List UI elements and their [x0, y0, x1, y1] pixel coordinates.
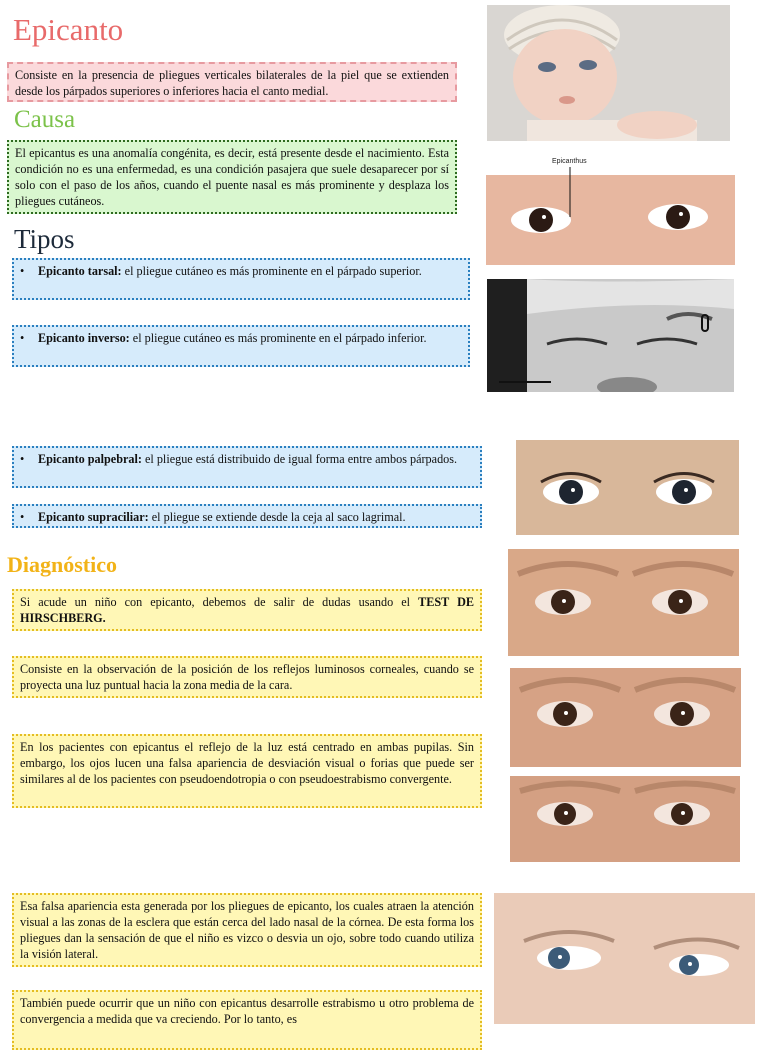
diagnostico-box-2 — [12, 656, 482, 698]
tipo-text: el pliegue cutáneo es más prominente en el párpado superior. — [121, 264, 422, 278]
tipo-item-supraciliar — [12, 504, 482, 528]
diagnostico-box-1 — [12, 589, 482, 631]
bullet-icon: • — [20, 331, 25, 345]
epicanthus-label: Epicanthus — [552, 158, 587, 165]
diagnostico-text-2: Consiste en la observación de la posición de los reflejos luminosos corneales, cuando se proyecta una luz puntual hacia la zona media de la cara. — [20, 662, 474, 692]
test-name: TEST DE HIRSCHBERG. — [20, 595, 475, 625]
tipo-text: el pliegue cutáneo es más prominente en el párpado inferior. — [129, 331, 427, 345]
bullet-icon: • — [20, 452, 25, 466]
diagnostico-box-5 — [12, 990, 482, 1050]
diagnostico-text-1: Si acude un niño con epicanto, debemos de salir de dudas usando el — [20, 595, 419, 609]
tipo-item-inverso — [12, 325, 470, 367]
tipo-term: Epicanto supraciliar: — [38, 510, 149, 524]
inverso-photo — [487, 279, 734, 392]
diagnostico-heading: Diagnóstico — [7, 552, 117, 577]
epicanthus-diagram — [486, 155, 735, 265]
tipo-term: Epicanto tarsal: — [38, 264, 122, 278]
definition-box — [7, 62, 457, 102]
page-title: Epicanto — [13, 12, 124, 47]
hirschberg-photo-1 — [508, 549, 739, 656]
bullet-icon: • — [20, 264, 25, 278]
diagnostico-text-3: En los pacientes con epicantus el reflejo de la luz está centrado en ambas pupilas. Sin embargo, los ojos lucen una falsa apariencia de desviación visual o forias que puede ser similares al de los pacientes con pseudoendotropia o con pseudoestrabismo convergente. — [20, 740, 474, 786]
baby-photo — [487, 5, 730, 141]
tipos-heading: Tipos — [14, 224, 75, 254]
hirschberg-photo-2 — [510, 668, 741, 767]
tipo-item-palpebral — [12, 446, 482, 488]
tipo-text: el pliegue está distribuido de igual forma entre ambos párpados. — [141, 452, 458, 466]
causa-heading: Causa — [14, 106, 76, 133]
diagnostico-text-5: También puede ocurrir que un niño con epicantus desarrolle estrabismo u otro problema de convergencia a medida que va creciendo. Por lo tanto, es — [20, 996, 474, 1026]
tipo-term: Epicanto palpebral: — [38, 452, 142, 466]
causa-box — [7, 140, 457, 214]
tipo-item-tarsal — [12, 258, 470, 300]
lateral-gaze-photo — [494, 893, 755, 1024]
diagnostico-box-3 — [12, 734, 482, 808]
tipo-term: Epicanto inverso: — [38, 331, 130, 345]
tipo-text: el pliegue se extiende desde la ceja al saco lagrimal. — [148, 510, 406, 524]
hirschberg-photo-3 — [510, 776, 740, 862]
diagnostico-box-4 — [12, 893, 482, 967]
definition-text: Consiste en la presencia de pliegues verticales bilaterales de la piel que se extienden desde los párpados superiores o inferiores hacia el canto medial. — [15, 68, 449, 98]
palpebral-photo — [516, 440, 739, 535]
causa-text: El epicantus es una anomalía congénita, es decir, está presente desde el nacimiento. Esta condición no es una enfermedad, es una condición pasajera que suele desaparecer por sí solo con el paso de los años, cuando el puente nasal es más prominente y desplaza los pliegues cutáneos. — [15, 146, 449, 208]
diagnostico-text-4: Esa falsa apariencia esta generada por los pliegues de epicanto, los cuales atraen la atención visual a las zonas de la esclera que están cerca del lado nasal de la córnea. De esta forma los pliegues dan la sensación de que el niño es vizco o desvia un ojo, sobre todo cuando utiliza la visión lateral. — [20, 899, 474, 961]
bullet-icon: • — [20, 510, 25, 524]
